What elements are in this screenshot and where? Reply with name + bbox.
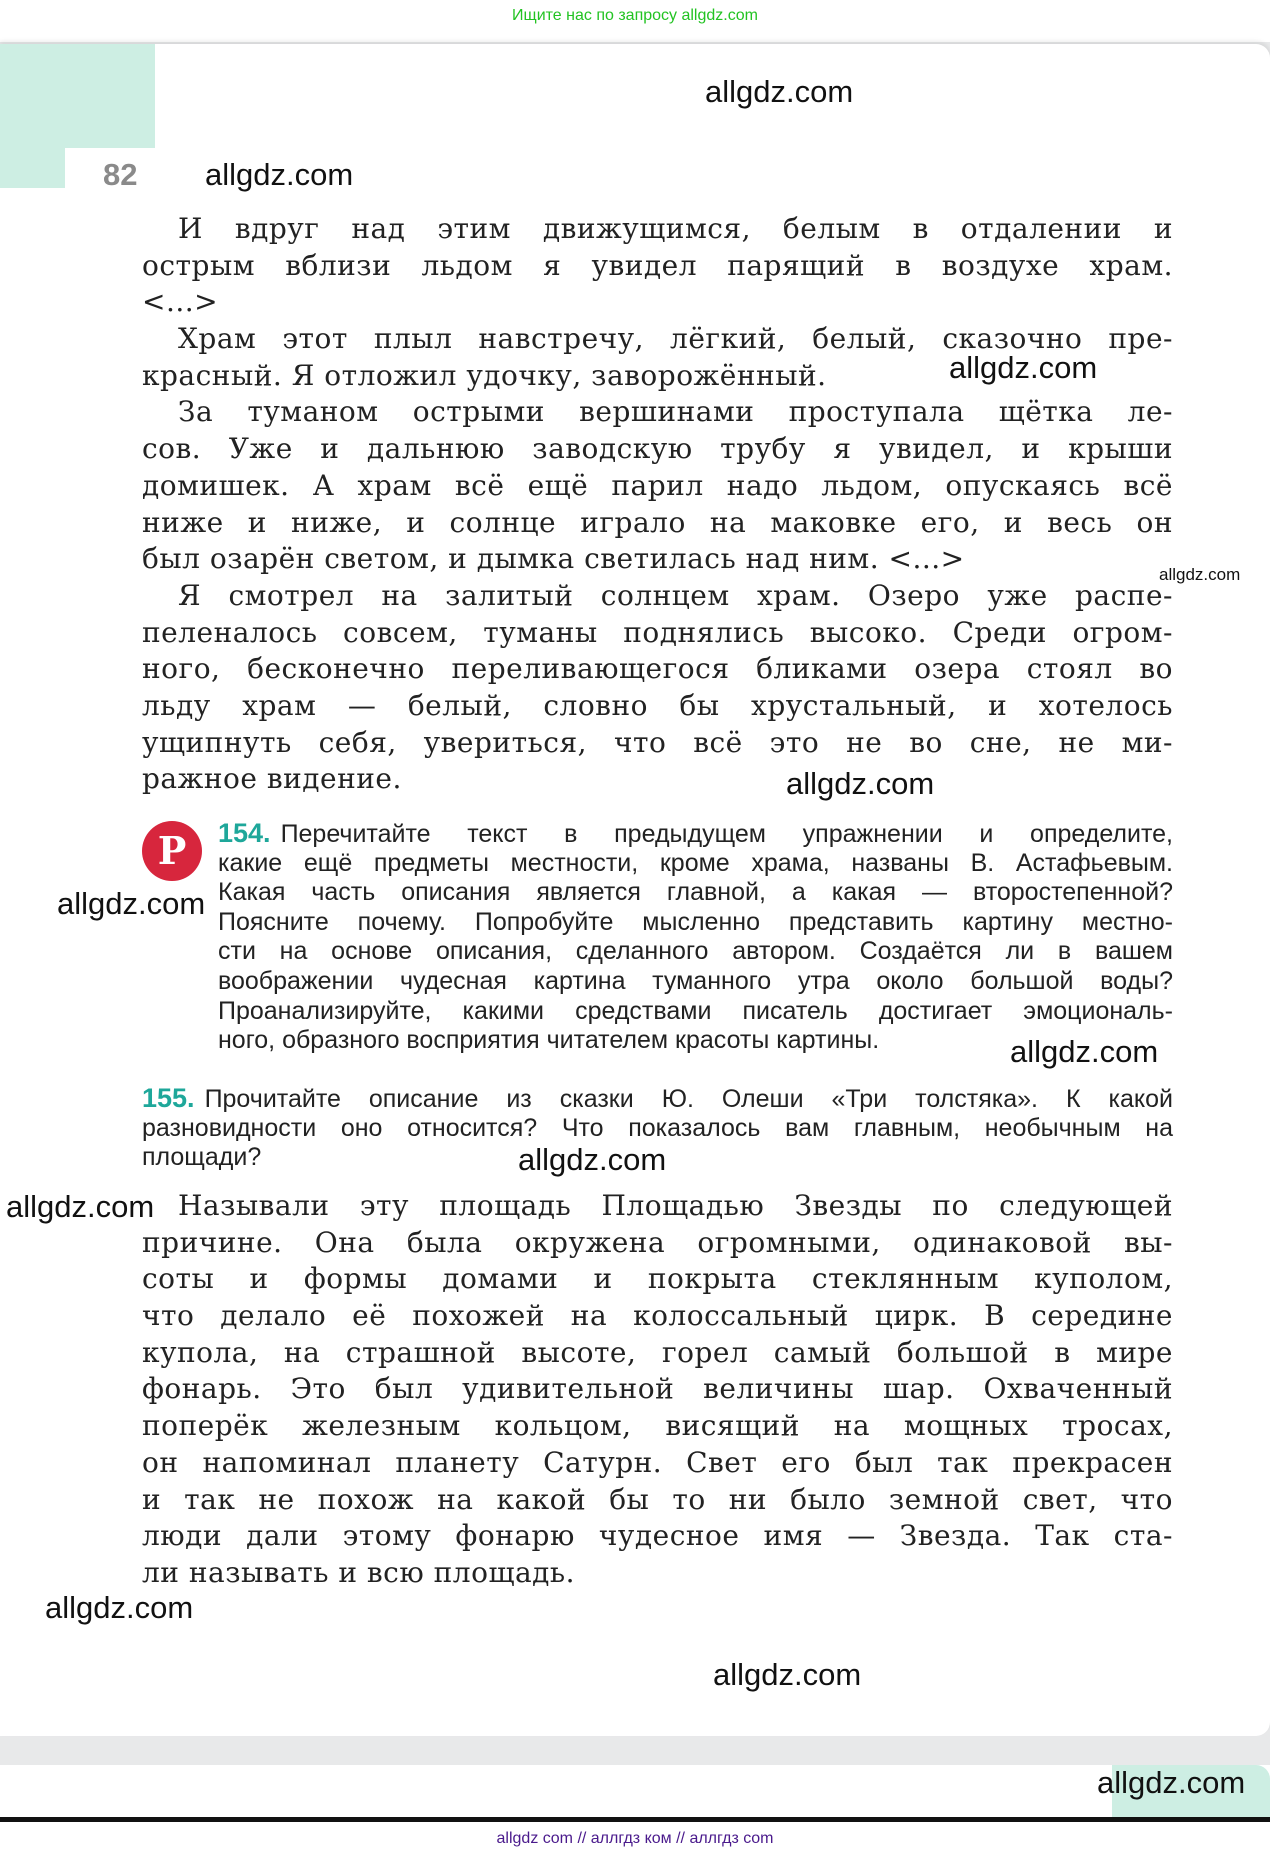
text-line: что делало её похожей на колоссальный цирк. В середине (142, 1299, 1173, 1333)
text-line: За туманом острыми вершинами проступала щётка ле- (178, 395, 1173, 429)
exercise-text: площади? (142, 1143, 262, 1172)
exercise-text: Перечитайте текст в предыдущем упражнении и определите, (280, 820, 1173, 848)
exercise-text: Какая часть описания является главной, а какая — второстепенной? (218, 878, 1173, 907)
text-line: был озарён светом, и дымка светилась над ним. <...> (142, 542, 965, 576)
text-line: Называли эту площадь Площадью Звезды по следующей (178, 1189, 1173, 1222)
text-line: соты и формы домами и покрыта стеклянным куполом, (142, 1262, 1173, 1296)
watermark: allgdz.com (1010, 1034, 1159, 1069)
exercise-line (142, 1114, 1173, 1144)
watermark: allgdz.com (518, 1142, 667, 1177)
watermark: allgdz.com (205, 157, 354, 192)
exercise-line (218, 997, 1173, 1027)
exercise-text: разновидности оно относится? Что показалось вам главным, необычным на (142, 1113, 1173, 1142)
exercise-number: 154. (218, 818, 271, 848)
exercise-154 (218, 819, 1173, 1056)
text-line: причине. Она была окружена огромными, одинаковой вы- (142, 1225, 1173, 1259)
exercise-text: ного, образного восприятия читателем красоты картины. (218, 1026, 880, 1055)
text-line: ниже и ниже, и солнце играло на маковке его, и весь он (142, 505, 1173, 539)
text-line: ущипнуть себя, увериться, что всё это не во сне, не ми- (142, 725, 1173, 759)
text-line: домишек. А храм всё ещё парил надо льдом, опускаясь всё (142, 468, 1173, 502)
text-line: Храм этот плыл навстречу, лёгкий, белый, сказочно пре- (178, 322, 1173, 356)
main-text-bottom (142, 1188, 1173, 1592)
watermark: allgdz.com (1159, 565, 1241, 584)
watermark: allgdz.com (57, 886, 206, 921)
page-corner-decoration (0, 148, 65, 188)
watermark: allgdz.com (949, 350, 1098, 385)
watermark: allgdz.com (713, 1657, 862, 1692)
top-banner (0, 0, 1270, 42)
exercise-text: Поясните почему. Попробуйте мысленно представить картину местно- (218, 907, 1173, 936)
exercise-text: воображении чудесная картина туманного утра около большой воды? (218, 966, 1173, 995)
page-corner-decoration (0, 44, 155, 148)
exercise-number: 155. (142, 1083, 195, 1113)
text-line: ражное видение. (142, 762, 402, 796)
footer (0, 1822, 1270, 1858)
text-line: фонарь. Это был удивительной величины шар. Охваченный (142, 1372, 1173, 1406)
exercise-line (142, 1084, 1173, 1114)
text-line: острым вблизи льдом я увидел парящий в воздухе храм. (142, 248, 1173, 282)
exercise-line (218, 908, 1173, 938)
footer-text: allgdz com // аллгдз ком // аллгдз com (496, 1830, 774, 1847)
text-line: <...> (142, 285, 219, 319)
text-line: пеленалось совсем, туманы поднялись высоко. Среди огром- (142, 615, 1173, 649)
watermark: allgdz.com (786, 766, 935, 801)
text-line: люди дали этому фонарю чудесное имя — Звезда. Так ста- (142, 1519, 1173, 1553)
exercise-text: какие ещё предметы местности, кроме храма, названы В. Астафьевым. (218, 848, 1173, 877)
watermark: allgdz.com (705, 74, 854, 109)
exercise-line (218, 878, 1173, 908)
exercise-text: Проанализируйте, какими средствами писатель достигает эмоциональ- (218, 996, 1173, 1025)
watermark: allgdz.com (6, 1189, 155, 1224)
text-line: ли называть и всю площадь. (142, 1555, 576, 1589)
text-line: и так не похож на какой бы то ни было земной свет, что (142, 1482, 1173, 1516)
exercise-text: сти на основе описания, сделанного автором. Создаётся ли в вашем (218, 937, 1173, 966)
watermark: allgdz.com (1097, 1765, 1246, 1800)
text-line: сов. Уже и дальнюю заводскую трубу я увидел, и крыши (142, 432, 1173, 466)
text-line: И вдруг над этим движущимся, белым в отдалении и (178, 212, 1173, 245)
exercise-text: Прочитайте описание из сказки Ю. Олеши «Три толстяка». К какой (204, 1085, 1173, 1113)
page-number: 82 (103, 157, 138, 192)
bottom-strip (0, 1765, 1270, 1819)
exercise-line (218, 849, 1173, 879)
text-line: льду храм — белый, словно бы хрустальный, и хотелось (142, 688, 1173, 722)
watermark: allgdz.com (45, 1590, 194, 1625)
top-banner-text: Ищите нас по запросу allgdz.com (512, 7, 758, 24)
p-badge-icon: Р (142, 821, 202, 881)
exercise-line (218, 819, 1173, 849)
text-line: он напоминал планету Сатурн. Свет его был так прекрасен (142, 1445, 1173, 1479)
text-line: Я смотрел на залитый солнцем храм. Озеро уже распе- (178, 578, 1173, 612)
text-line: поперёк железным кольцом, висящий на мощных тросах, (142, 1409, 1173, 1443)
text-line: купола, на страшной высоте, горел самый большой в мире (142, 1335, 1173, 1369)
main-text-top (142, 211, 1173, 798)
text-line: ного, бесконечно переливающегося бликами озера стоял во (142, 652, 1173, 686)
exercise-line (218, 967, 1173, 997)
text-line: красный. Я отложил удочку, заворожённый. (142, 358, 827, 392)
exercise-line (218, 937, 1173, 967)
